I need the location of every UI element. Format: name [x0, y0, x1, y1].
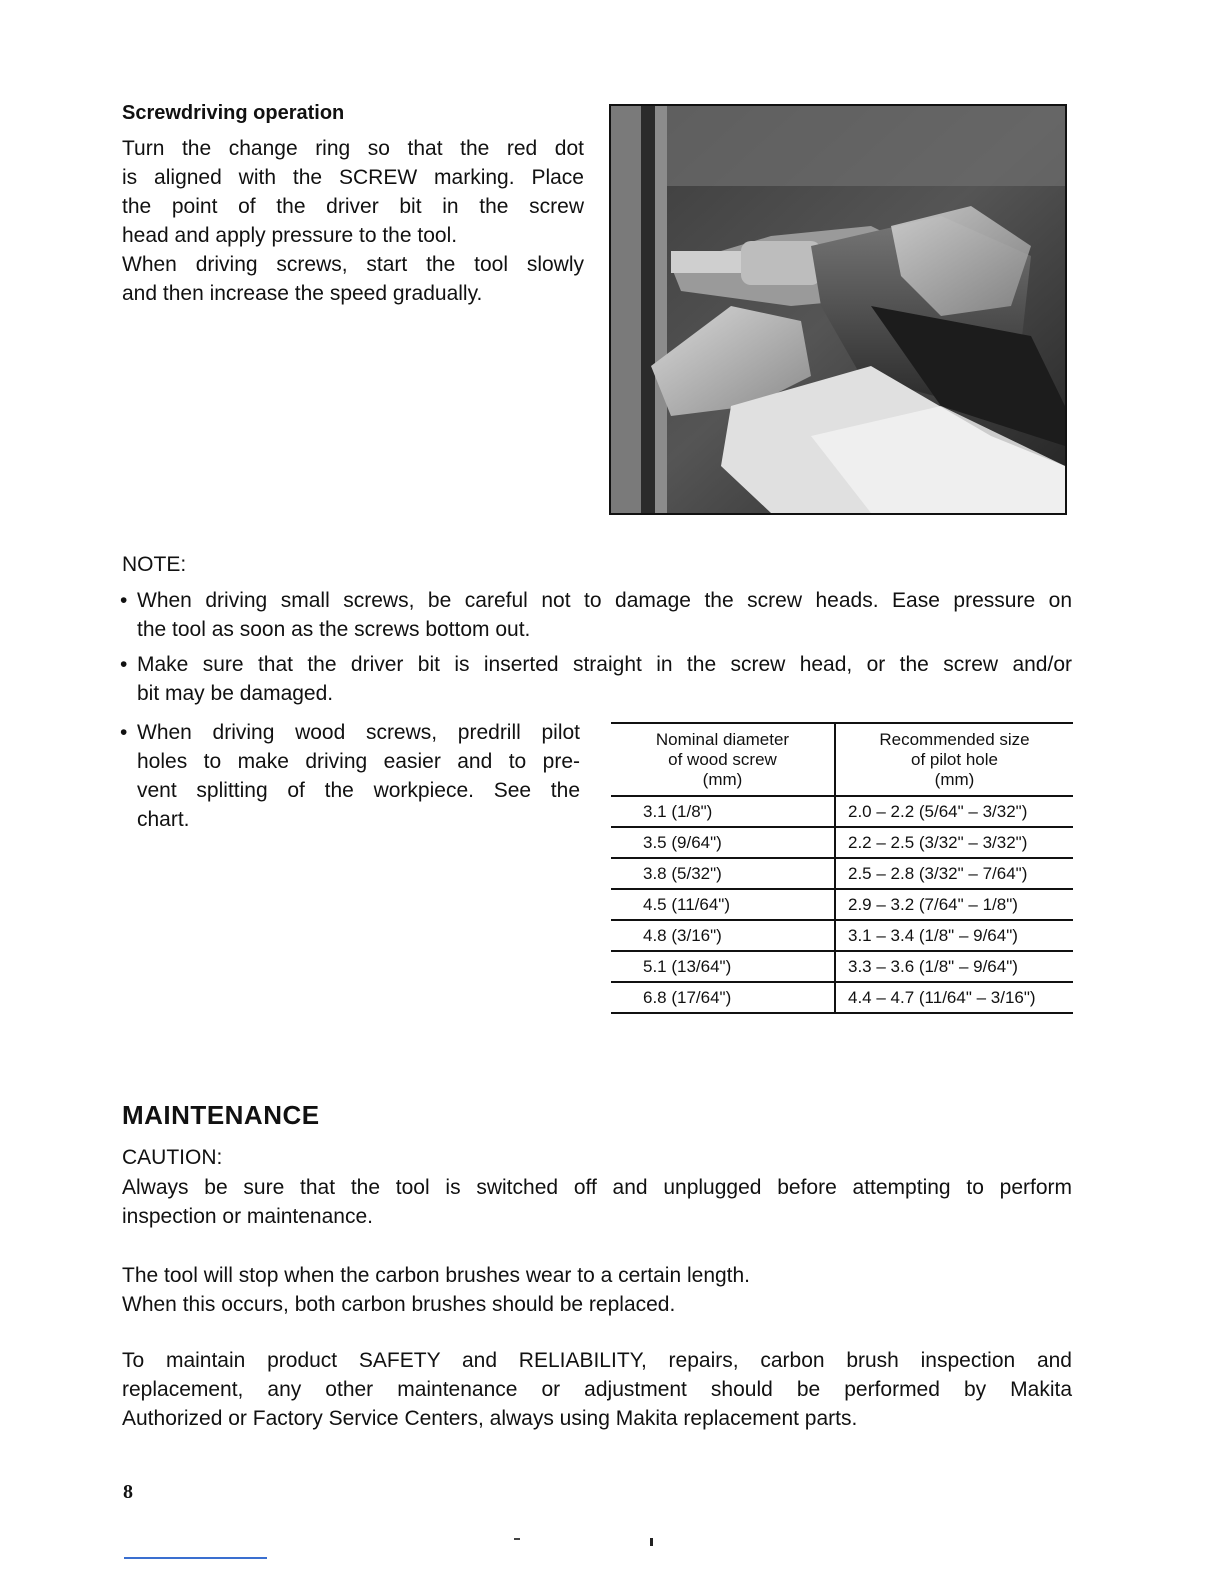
- screwdriving-paragraph: [122, 134, 584, 308]
- column-header-pilot-hole: Recommended size of pilot hole (mm): [835, 723, 1073, 796]
- pilot-hole-chart: [611, 722, 1073, 1014]
- table-header-row: [611, 723, 1073, 796]
- note-item: [120, 650, 1072, 710]
- bullet: •: [120, 589, 128, 612]
- note-item: [120, 718, 582, 838]
- table-row: [611, 858, 1073, 889]
- text-line: When this occurs, both carbon brushes should be replaced.: [122, 1293, 676, 1316]
- table-cell: 3.1 – 3.4 (1/8" – 9/64"): [835, 920, 1073, 951]
- table-cell: 3.1 (1/8"): [611, 796, 835, 827]
- note-text-line: holes to make driving easier and to pre-: [137, 750, 580, 773]
- table-cell: 2.0 – 2.2 (5/64" – 3/32"): [835, 796, 1073, 827]
- section-heading-screwdriving: Screwdriving operation: [122, 102, 345, 124]
- table-cell: 2.5 – 2.8 (3/32" – 7/64"): [835, 858, 1073, 889]
- text-line: The tool will stop when the carbon brushes wear to a certain length.: [122, 1264, 751, 1287]
- text-line: When driving screws, start the tool slowly: [122, 253, 584, 276]
- section-heading-maintenance: MAINTENANCE: [122, 1100, 320, 1130]
- note-label: NOTE:: [122, 553, 187, 576]
- note-text-line: the tool as soon as the screws bottom out.: [137, 618, 531, 641]
- table-cell: 4.5 (11/64"): [611, 889, 835, 920]
- scan-mark: [650, 1538, 653, 1546]
- note-text-line: Make sure that the driver bit is inserted straight in the screw head, or the screw and/or: [137, 653, 1072, 676]
- note-text-line: bit may be damaged.: [137, 682, 334, 705]
- divider: [124, 1557, 267, 1559]
- table-cell: 6.8 (17/64"): [611, 982, 835, 1013]
- table-cell: 4.4 – 4.7 (11/64" – 3/16"): [835, 982, 1073, 1013]
- table-row: [611, 796, 1073, 827]
- table-cell: 2.2 – 2.5 (3/32" – 3/32"): [835, 827, 1073, 858]
- table-cell: 5.1 (13/64"): [611, 951, 835, 982]
- note-text-line: vent splitting of the workpiece. See the: [137, 779, 580, 802]
- table-row: [611, 889, 1073, 920]
- table-cell: 3.8 (5/32"): [611, 858, 835, 889]
- text-line: Turn the change ring so that the red dot: [122, 137, 584, 160]
- note-text-line: When driving small screws, be careful not to damage the screw heads. Ease pressure on: [137, 589, 1072, 612]
- text-line: To maintain product SAFETY and RELIABILITY, repairs, carbon brush inspection and: [122, 1349, 1072, 1372]
- table-row: [611, 982, 1073, 1013]
- text-line: the point of the driver bit in the screw: [122, 195, 584, 218]
- drill-photo: [609, 104, 1067, 515]
- caution-paragraph: [122, 1173, 1072, 1231]
- table-cell: 2.9 – 3.2 (7/64" – 1/8"): [835, 889, 1073, 920]
- text-line: Always be sure that the tool is switched off and unplugged before attempting to perform: [122, 1176, 1072, 1199]
- table-row: [611, 951, 1073, 982]
- text-line: Authorized or Factory Service Centers, always using Makita replacement parts.: [122, 1407, 858, 1430]
- table-cell: 3.3 – 3.6 (1/8" – 9/64"): [835, 951, 1073, 982]
- page-number: 8: [123, 1481, 133, 1503]
- note-text-line: chart.: [137, 808, 190, 831]
- text-line: head and apply pressure to the tool.: [122, 224, 458, 247]
- bullet: •: [120, 653, 128, 676]
- text-line: replacement, any other maintenance or adjustment should be performed by Makita: [122, 1378, 1072, 1401]
- drill-photo-illustration: [611, 106, 1065, 513]
- service-paragraph: [122, 1346, 1072, 1433]
- brush-paragraph: [122, 1261, 1072, 1319]
- caution-label: CAUTION:: [122, 1146, 223, 1169]
- column-header-nominal-diameter: Nominal diameter of wood screw (mm): [611, 723, 835, 796]
- note-item: [120, 586, 1072, 646]
- note-text-line: When driving wood screws, predrill pilot: [137, 721, 580, 744]
- text-line: inspection or maintenance.: [122, 1205, 373, 1228]
- text-line: is aligned with the SCREW marking. Place: [122, 166, 584, 189]
- bullet: •: [120, 721, 128, 744]
- table-cell: 3.5 (9/64"): [611, 827, 835, 858]
- scan-mark: [514, 1538, 520, 1540]
- text-line: and then increase the speed gradually.: [122, 282, 483, 305]
- table-row: [611, 920, 1073, 951]
- table-cell: 4.8 (3/16"): [611, 920, 835, 951]
- table-row: [611, 827, 1073, 858]
